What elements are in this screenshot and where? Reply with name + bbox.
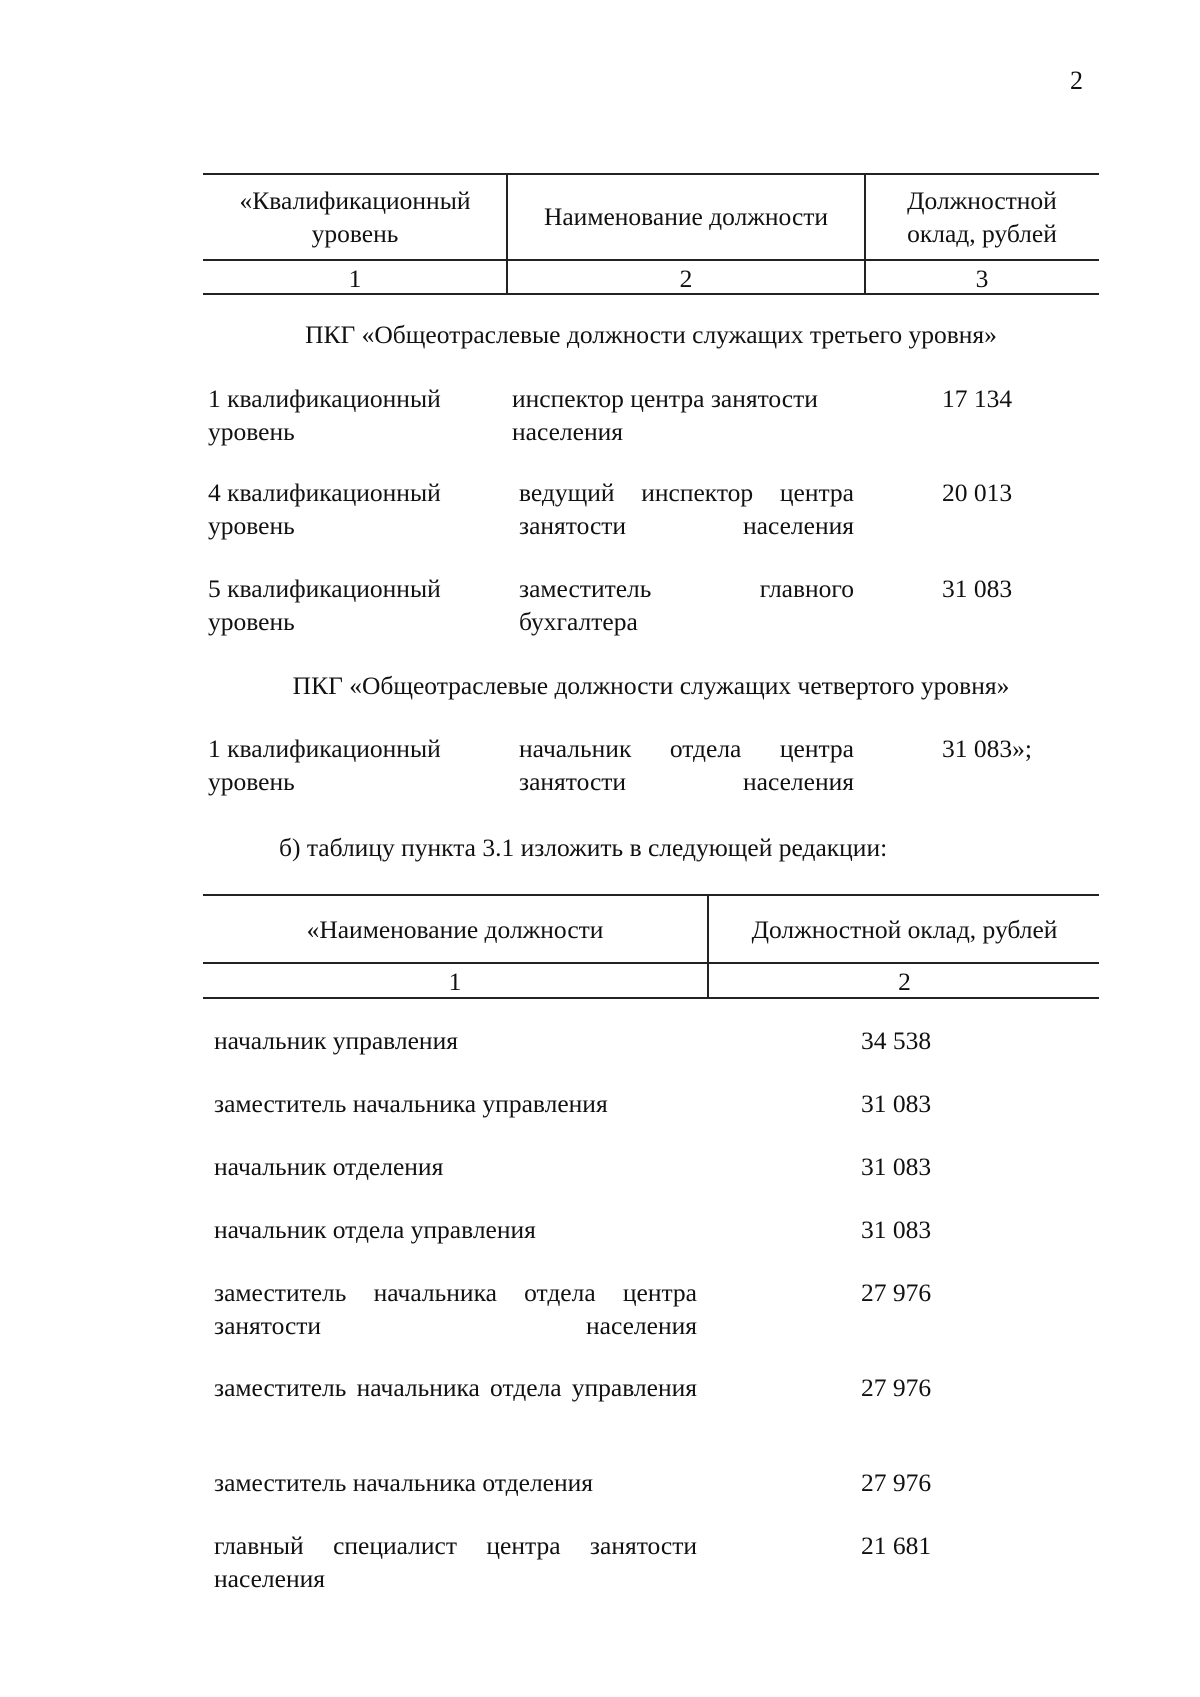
row-position: начальник управления <box>214 1026 458 1055</box>
row-salary: 27 976 <box>861 1468 932 1497</box>
table1-colnum-2: 2 <box>679 264 693 293</box>
row-position: ведущий инспектор центра занятости населения <box>519 478 854 540</box>
table2-header-position: «Наименование должности <box>306 915 604 944</box>
row-salary: 27 976 <box>861 1373 932 1402</box>
section-title-third-level: ПКГ «Общеотраслевые должности служащих третьего уровня» <box>305 320 997 349</box>
table1-col-divider-1 <box>506 173 508 294</box>
table2-colnum-2: 2 <box>898 967 911 996</box>
table1-colnum-3: 3 <box>975 264 989 293</box>
row-position: заместитель начальника отдела центра занятости населения <box>214 1278 697 1340</box>
table2-top-rule <box>203 894 1099 896</box>
table2-header-salary: Должностной оклад, рублей <box>751 915 1058 944</box>
table1-col-divider-2 <box>864 173 866 294</box>
table1-top-rule <box>203 173 1099 175</box>
table1-colnum-1: 1 <box>348 264 362 293</box>
table2-col-divider <box>707 894 709 998</box>
row-level: 1 квалификационный уровень <box>208 384 441 446</box>
paragraph-b: б) таблицу пункта 3.1 изложить в следующей редакции: <box>279 833 888 862</box>
row-salary: 20 013 <box>942 478 1013 507</box>
table1-header-level: «Квалификационный уровень <box>239 186 471 248</box>
row-position: инспектор центра занятости населения <box>512 384 818 446</box>
row-salary: 34 538 <box>861 1026 932 1055</box>
section-title-fourth-level: ПКГ «Общеотраслевые должности служащих четвертого уровня» <box>292 671 1010 700</box>
row-position: начальник отдела центра занятости населения <box>519 734 854 796</box>
row-salary: 31 083 <box>861 1089 932 1118</box>
row-position: заместитель начальника отделения <box>214 1468 594 1497</box>
table1-header-position: Наименование должности <box>543 202 829 231</box>
row-level: 1 квалификационный уровень <box>208 734 441 796</box>
row-salary: 27 976 <box>861 1278 932 1307</box>
table2-colnum-1: 1 <box>448 967 462 996</box>
row-position: заместитель главного бухгалтера <box>519 574 854 636</box>
row-level: 5 квалификационный уровень <box>208 574 441 636</box>
row-position: начальник отдела управления <box>214 1215 536 1244</box>
row-position: заместитель начальника отдела управления <box>214 1373 697 1402</box>
row-salary: 31 083 <box>861 1215 932 1244</box>
page-number: 2 <box>1070 66 1083 95</box>
table1-header-salary: Должностной оклад, рублей <box>907 186 1057 248</box>
row-salary: 17 134 <box>942 384 1013 413</box>
row-position: заместитель начальника управления <box>214 1089 608 1118</box>
table2-header-rule <box>203 962 1099 964</box>
table1-header-rule <box>203 259 1099 261</box>
row-position: начальник отделения <box>214 1152 444 1181</box>
row-salary: 31 083»; <box>942 734 1032 763</box>
row-salary: 31 083 <box>942 574 1013 603</box>
row-salary: 31 083 <box>861 1152 932 1181</box>
row-salary: 21 681 <box>861 1531 932 1560</box>
row-level: 4 квалификационный уровень <box>208 478 441 540</box>
row-position: главный специалист центра занятости населения <box>214 1531 697 1593</box>
